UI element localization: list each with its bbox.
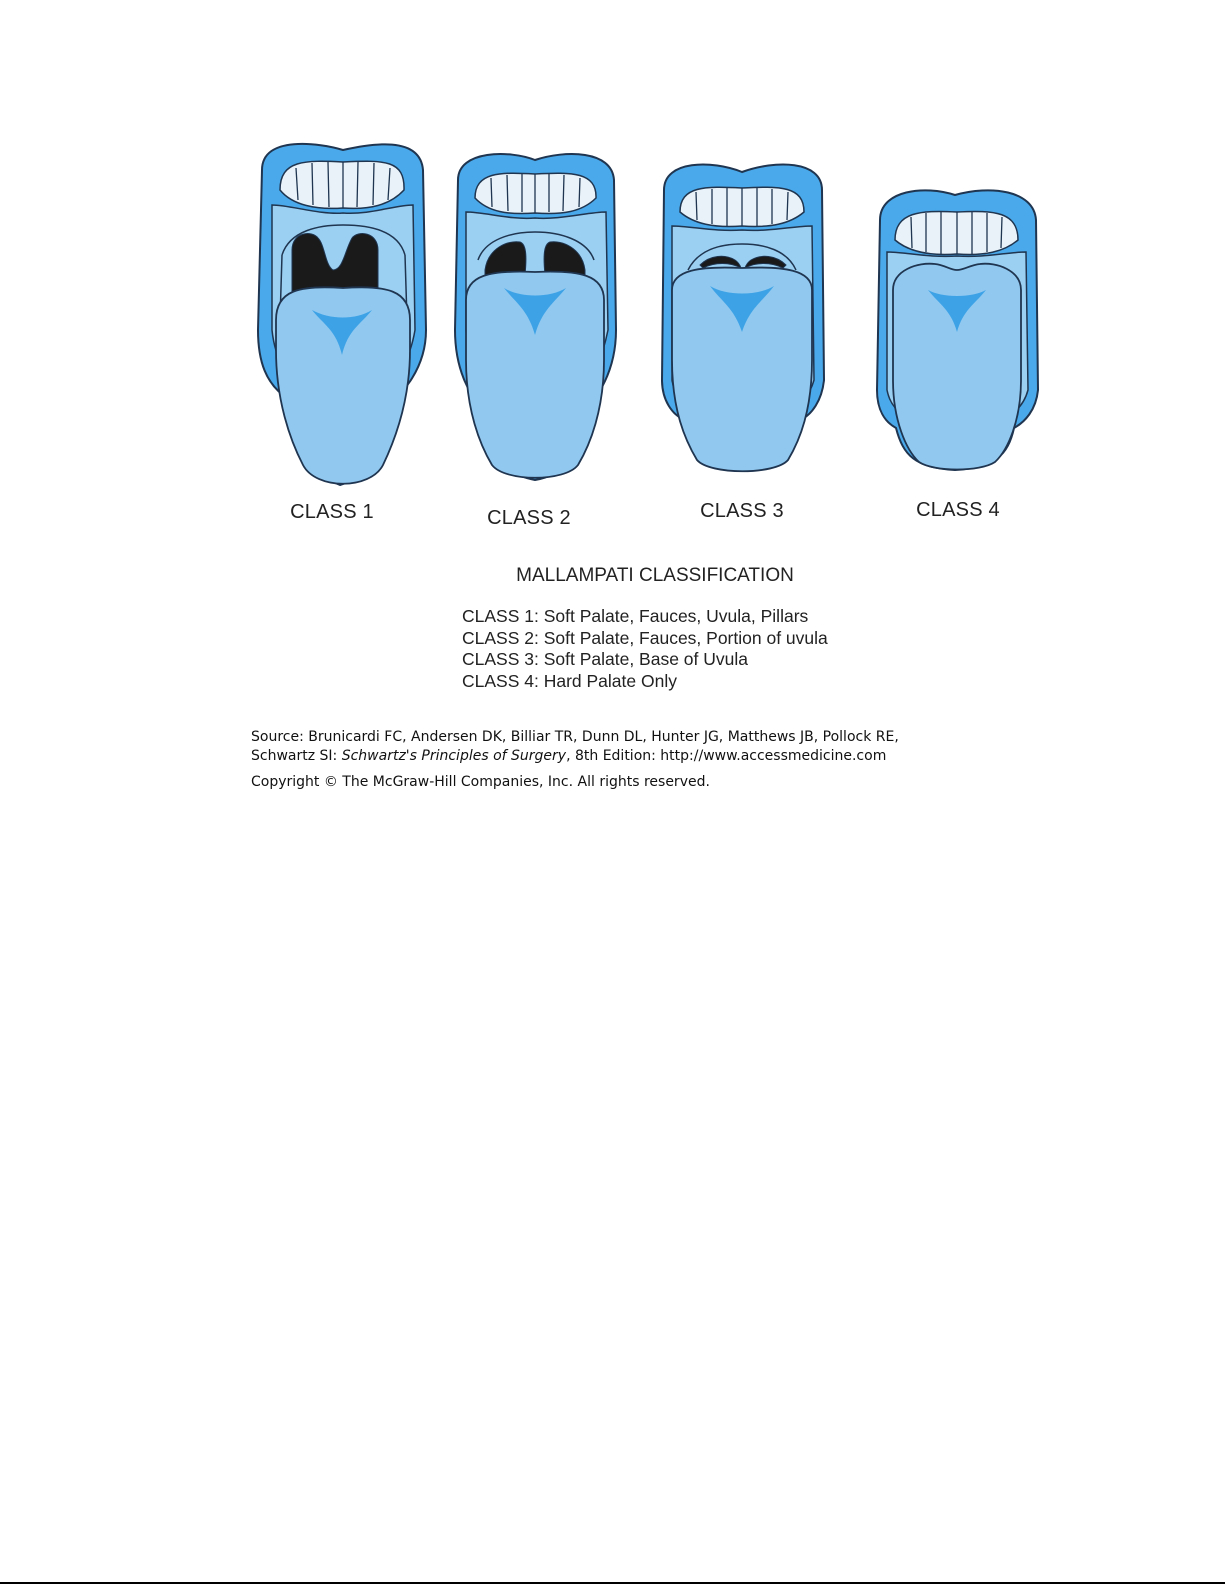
source-edition-url: , 8th Edition: http://www.accessmedicine.com bbox=[566, 748, 887, 764]
source-citation bbox=[251, 728, 899, 766]
class-4-label: CLASS 4 bbox=[916, 499, 1000, 521]
copyright-notice: Copyright © The McGraw-Hill Companies, Inc. All rights reserved. bbox=[251, 774, 710, 790]
legend-class: CLASS 3 bbox=[462, 649, 534, 669]
legend-text: : Soft Palate, Fauces, Uvula, Pillars bbox=[533, 606, 809, 626]
legend bbox=[462, 606, 828, 692]
source-line-2 bbox=[251, 747, 899, 766]
legend-text: : Soft Palate, Base of Uvula bbox=[533, 649, 748, 669]
mouth-class-1 bbox=[258, 144, 426, 485]
diagram-title: MALLAMPATI CLASSIFICATION bbox=[516, 565, 794, 586]
source-authors-tail: Schwartz SI: bbox=[251, 748, 342, 764]
class-3-label: CLASS 3 bbox=[700, 500, 784, 522]
bottom-border bbox=[0, 1582, 1225, 1584]
legend-class: CLASS 2 bbox=[462, 627, 534, 648]
mouth-class-4 bbox=[877, 190, 1038, 470]
legend-row-class-2 bbox=[462, 628, 828, 650]
legend-class: CLASS 1 bbox=[462, 606, 534, 626]
book-title: Schwartz's Principles of Surgery bbox=[341, 748, 567, 764]
legend-row-class-4 bbox=[462, 671, 828, 693]
legend-text: : Hard Palate Only bbox=[533, 670, 677, 691]
legend-row-class-3 bbox=[462, 649, 828, 671]
legend-class: CLASS 4 bbox=[462, 670, 534, 691]
source-line-1: Source: Brunicardi FC, Andersen DK, Billiar TR, Dunn DL, Hunter JG, Matthews JB, Pollock RE, bbox=[251, 729, 899, 745]
legend-text: : Soft Palate, Fauces, Portion of uvula bbox=[533, 627, 828, 648]
class-1-label: CLASS 1 bbox=[290, 501, 374, 523]
class-2-label: CLASS 2 bbox=[487, 507, 571, 529]
mouth-class-2 bbox=[455, 154, 616, 480]
mallampati-illustration bbox=[0, 0, 1225, 500]
mouth-class-3 bbox=[662, 165, 824, 472]
legend-row-class-1 bbox=[462, 606, 828, 628]
